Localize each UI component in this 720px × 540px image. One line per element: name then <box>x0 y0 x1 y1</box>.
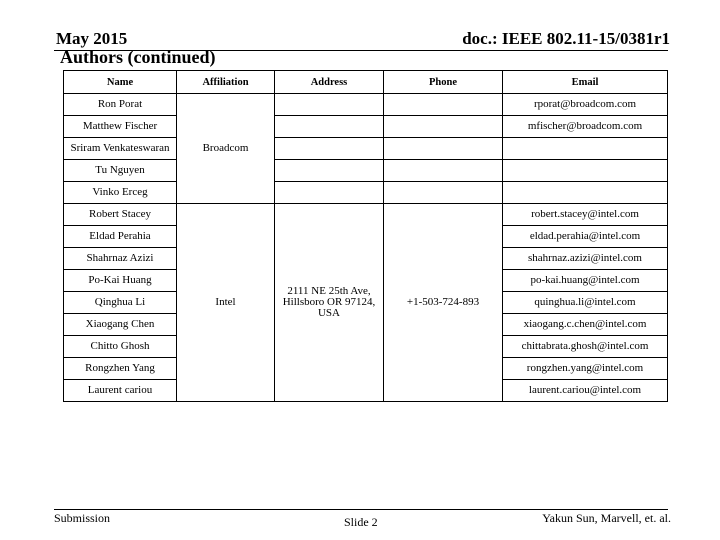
author-email: quinghua.li@intel.com <box>503 292 668 314</box>
table-row <box>64 116 668 138</box>
affiliation-cell: Broadcom <box>177 94 275 204</box>
author-name: Ron Porat <box>64 94 177 116</box>
table-row <box>64 204 668 226</box>
slide-number: Slide 2 <box>344 515 378 529</box>
phone-cell <box>384 182 503 204</box>
author-name: Xiaogang Chen <box>64 314 177 336</box>
address-cell <box>275 138 384 160</box>
author-name: Qinghua Li <box>64 292 177 314</box>
author-name: Vinko Erceg <box>64 182 177 204</box>
author-name: Chitto Ghosh <box>64 336 177 358</box>
author-name: Tu Nguyen <box>64 160 177 182</box>
author-email: xiaogang.c.chen@intel.com <box>503 314 668 336</box>
author-name: Matthew Fischer <box>64 116 177 138</box>
column-header-name: Name <box>64 71 177 94</box>
author-name: Sriram Venkateswaran <box>64 138 177 160</box>
table-row <box>64 182 668 204</box>
author-name: Eldad Perahia <box>64 226 177 248</box>
phone-cell <box>384 160 503 182</box>
table-row <box>64 94 668 116</box>
author-email: laurent.cariou@intel.com <box>503 380 668 402</box>
author-email: rporat@broadcom.com <box>503 94 668 116</box>
address-cell <box>275 116 384 138</box>
author-email <box>503 160 668 182</box>
column-header-address: Address <box>275 71 384 94</box>
author-email: mfischer@broadcom.com <box>503 116 668 138</box>
footer-divider <box>54 509 668 510</box>
table-header-row <box>64 71 668 94</box>
author-email: rongzhen.yang@intel.com <box>503 358 668 380</box>
address-cell <box>275 94 384 116</box>
author-name: Shahrnaz Azizi <box>64 248 177 270</box>
author-name: Po-Kai Huang <box>64 270 177 292</box>
author-email: chittabrata.ghosh@intel.com <box>503 336 668 358</box>
slide-title: Authors (continued) <box>60 47 216 67</box>
table-row <box>64 138 668 160</box>
column-header-email: Email <box>503 71 668 94</box>
phone-cell <box>384 138 503 160</box>
author-email <box>503 138 668 160</box>
authors-table <box>63 70 668 402</box>
author-name: Laurent cariou <box>64 380 177 402</box>
author-email: po-kai.huang@intel.com <box>503 270 668 292</box>
table-row <box>64 160 668 182</box>
header-date: May 2015 <box>56 29 128 48</box>
column-header-phone: Phone <box>384 71 503 94</box>
header-doc-id: doc.: IEEE 802.11-15/0381r1 <box>462 29 670 48</box>
author-name: Rongzhen Yang <box>64 358 177 380</box>
address-cell <box>275 160 384 182</box>
phone-cell <box>384 94 503 116</box>
phone-cell <box>384 116 503 138</box>
author-email <box>503 182 668 204</box>
footer-submission: Submission <box>54 511 111 525</box>
author-email: shahrnaz.azizi@intel.com <box>503 248 668 270</box>
author-email: eldad.perahia@intel.com <box>503 226 668 248</box>
address-cell <box>275 182 384 204</box>
address-cell: 2111 NE 25th Ave, Hillsboro OR 97124, USA <box>275 204 384 402</box>
phone-cell: +1-503-724-893 <box>384 204 503 402</box>
author-email: robert.stacey@intel.com <box>503 204 668 226</box>
column-header-affiliation: Affiliation <box>177 71 275 94</box>
author-name: Robert Stacey <box>64 204 177 226</box>
affiliation-cell: Intel <box>177 204 275 402</box>
footer-author: Yakun Sun, Marvell, et. al. <box>542 511 671 525</box>
